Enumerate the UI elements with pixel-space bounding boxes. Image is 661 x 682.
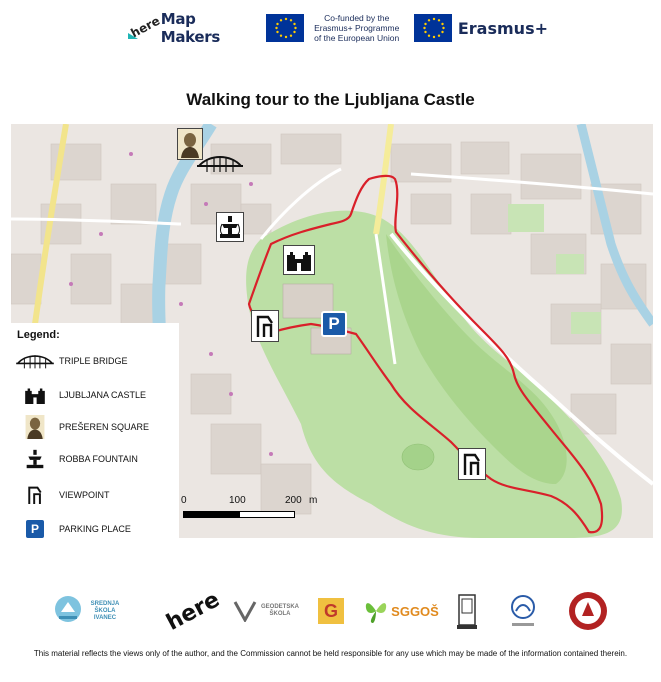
legend-item-castle <box>11 383 179 407</box>
fountain-icon <box>218 214 242 240</box>
fountain-icon <box>25 448 45 470</box>
castle-icon <box>286 249 312 271</box>
page-title: Walking tour to the Ljubljana Castle <box>186 90 475 109</box>
legend-item-viewpoint <box>11 483 179 507</box>
scale-label: m <box>309 495 318 506</box>
footer-logos <box>50 583 620 639</box>
butterfly-icon <box>363 596 389 626</box>
castle-icon <box>24 386 46 404</box>
school-emblem-icon <box>53 594 83 628</box>
viewpoint-icon <box>26 484 44 506</box>
monument-logo <box>452 583 482 639</box>
viewpoint-marker[interactable] <box>458 448 486 480</box>
disclaimer-text: This material reflects the views only of the author, and the Commission cannot be held responsible for any use which may be made of the information contained therein. <box>33 649 628 658</box>
here-footer-logo: here <box>162 586 224 636</box>
triple-bridge-icon <box>197 152 243 174</box>
school-ivanec-text: SREDNJA ŠKOLA IVANEC <box>90 600 120 621</box>
legend-label: PARKING PLACE <box>59 524 131 534</box>
header <box>128 8 548 48</box>
ljubljana-castle-marker[interactable] <box>283 245 315 275</box>
here-logo <box>128 13 163 41</box>
sggos-logo: SGGOŠ <box>358 583 444 639</box>
parking-marker[interactable] <box>321 311 347 337</box>
legend-title: Legend: <box>17 329 60 341</box>
legend-label: ROBBA FOUNTAIN <box>59 454 138 464</box>
viewpoint-marker[interactable] <box>251 310 279 342</box>
erasmus-logo: Erasmus+ <box>457 18 548 38</box>
robba-fountain-marker[interactable] <box>216 212 244 242</box>
g-logo-icon: G <box>318 598 344 624</box>
eu-flag-icon <box>266 14 304 42</box>
scale-label: 200 <box>285 495 302 506</box>
scale-bar <box>183 495 323 527</box>
legend-label: LJUBLJANA CASTLE <box>59 390 147 400</box>
parking-icon: P <box>26 520 44 538</box>
monument-icon <box>456 591 478 631</box>
legend-item-fountain <box>11 447 179 471</box>
scale-label: 0 <box>181 495 187 506</box>
parking-icon: P <box>328 314 340 333</box>
viewpoint-icon <box>461 451 483 477</box>
gymnasium-emblem-icon <box>506 593 540 629</box>
triple-bridge-marker[interactable] <box>197 152 243 174</box>
viewpoint-icon <box>254 313 276 339</box>
legend-item-parking <box>11 517 179 541</box>
geodetska-v-icon <box>233 600 257 622</box>
legend-item-preseren <box>11 415 179 439</box>
portrait-icon <box>25 415 45 439</box>
legend-label: TRIPLE BRIDGE <box>59 356 128 366</box>
school-ivanec-logo <box>50 583 130 639</box>
eu-flag-icon <box>414 14 452 42</box>
legend-item-triple-bridge <box>11 349 179 373</box>
red-seal-logo <box>564 583 612 639</box>
legend <box>11 323 179 541</box>
red-seal-icon <box>567 590 609 632</box>
brand-name: Map Makers <box>160 10 221 46</box>
geodetska-logo: GEODETSKA ŠKOLA <box>228 583 308 639</box>
legend-label: PREŠEREN SQUARE <box>59 422 150 432</box>
triple-bridge-icon <box>15 352 55 370</box>
g-logo <box>314 583 348 639</box>
scale-label: 100 <box>229 495 246 506</box>
here-logo-word: here <box>128 13 163 41</box>
legend-label: VIEWPOINT <box>59 490 110 500</box>
cofund-text: Co-funded by the Erasmus+ Programme of the European Union <box>314 13 400 43</box>
gymnasium-logo <box>498 583 548 639</box>
